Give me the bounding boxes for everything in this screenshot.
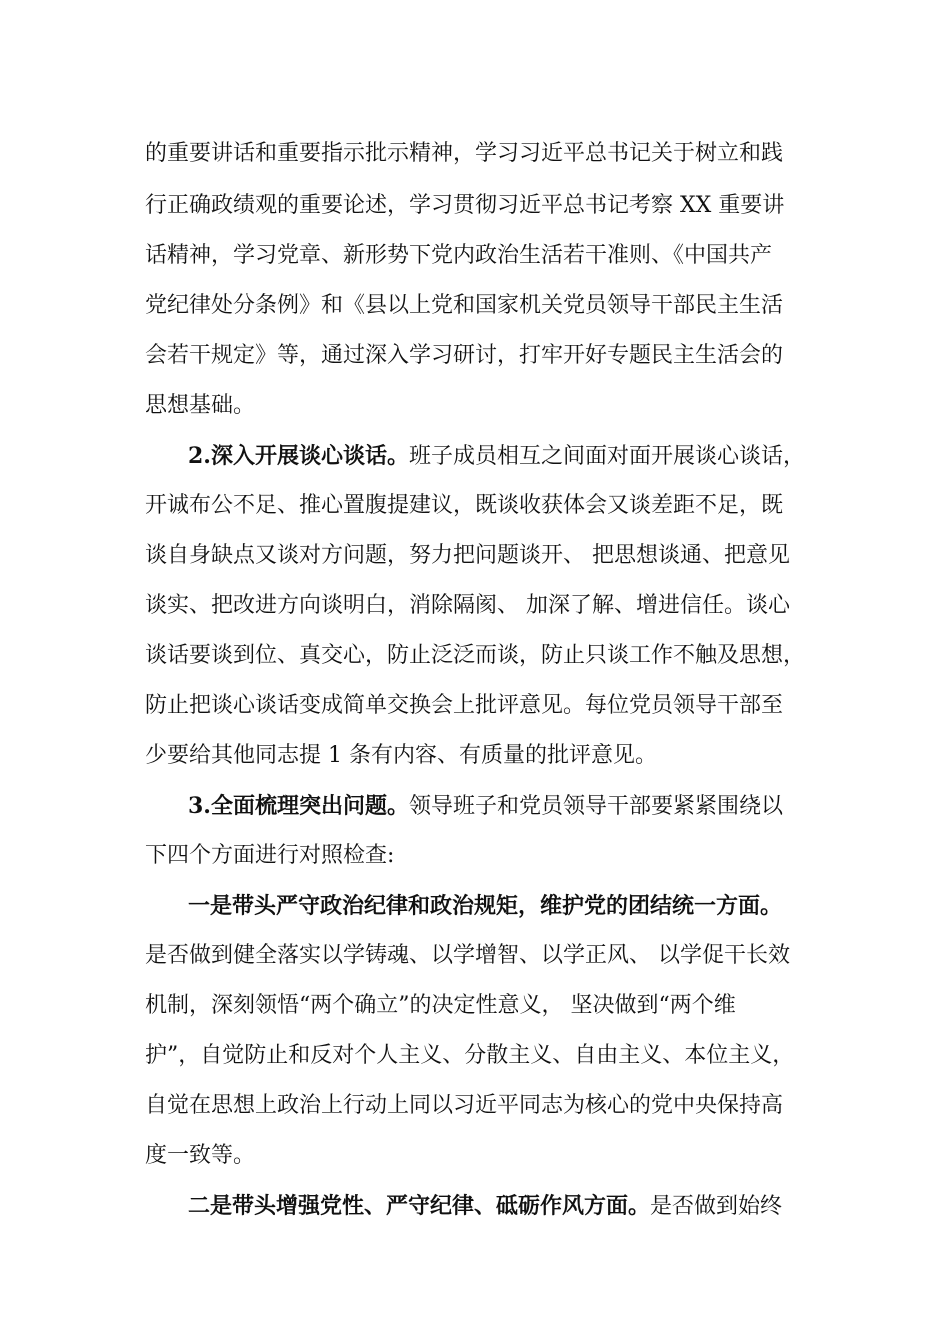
paragraph-line [145,686,825,726]
section-heading: 一是带头严守政治纪律和政治规矩，维护党的团结统一方面。 [188,893,783,919]
paragraph-line [145,1036,825,1076]
text-run: 的重要讲话和重要指示批示精神，学习习近平总书记关于树立和践 [145,141,784,166]
text-run: 开诚布公不足、推心置腹提建议，既谈收获体会又谈差距不足，既 [145,493,784,518]
paragraph-line [145,336,825,376]
text-run: 机制，深刻领悟“两个确立”的决定性意义， 坚决做到“两个维 [145,993,736,1018]
text-run: 话精神，学习党章、新形势下党内政治生活若干准则、《中国共产 [145,243,773,268]
paragraph-line [145,236,825,276]
paragraph-line [145,186,825,226]
text-run: 护”，自觉防止和反对个人主义、分散主义、自由主义、本位主义， [145,1043,795,1068]
paragraph-line [188,1186,825,1226]
text-run: 行正确政绩观的重要论述，学习贯彻习近平总书记考察 XX 重要讲 [145,193,785,218]
section-heading: 二是带头增强党性、严守纪律、砥砺作风方面。 [188,1193,651,1219]
text-run: 自觉在思想上政治上行动上同以习近平同志为核心的党中央保持高 [145,1093,784,1118]
paragraph-line [188,436,825,476]
paragraph-line [145,1136,825,1176]
paragraph-line [145,936,825,976]
text-run: 防止把谈心谈话变成简单交换会上批评意见。每位党员领导干部至 [145,693,784,718]
text-run: 领导班子和党员领导干部要紧紧围绕以 [408,794,783,819]
text-run: 下四个方面进行对照检查: [145,843,395,868]
paragraph-line [145,134,825,174]
text-run: 度一致等。 [145,1143,256,1168]
paragraph-line [145,486,825,526]
section-heading: 3.全面梳理突出问题。 [188,793,409,819]
paragraph-line [145,586,825,626]
text-run: 党纪律处分条例》和《县以上党和国家机关党员领导干部民主生活 [145,293,784,318]
paragraph-line [188,786,825,826]
text-run: 少要给其他同志提 1 条有内容、有质量的批评意见。 [145,743,657,768]
text-run: 思想基础。 [145,393,256,418]
text-run: 谈实、把改进方向谈明白，消除隔阂、 加深了解、增进信任。谈心 [145,593,790,618]
paragraph-line [145,836,825,876]
paragraph-line [145,286,825,326]
paragraph-line [145,1086,825,1126]
text-run: 谈话要谈到位、真交心，防止泛泛而谈，防止只谈工作不触及思想， [145,643,806,668]
text-run: 会若干规定》等，通过深入学习研讨，打牢开好专题民主生活会的 [145,343,784,368]
paragraph-line [145,536,825,576]
paragraph-line [145,736,825,776]
text-run: 班子成员相互之间面对面开展谈心谈话， [408,444,805,469]
section-heading: 2.深入开展谈心谈话。 [188,443,409,469]
text-run: 是否做到健全落实以学铸魂、以学增智、以学正风、 以学促干长效 [145,943,790,968]
paragraph-line [188,886,825,926]
paragraph-line [145,636,825,676]
text-run: 是否做到始终 [650,1194,783,1219]
paragraph-line [145,386,825,426]
text-run: 谈自身缺点又谈对方问题，努力把问题谈开、 把思想谈通、把意见 [145,543,790,568]
paragraph-line [145,986,825,1026]
